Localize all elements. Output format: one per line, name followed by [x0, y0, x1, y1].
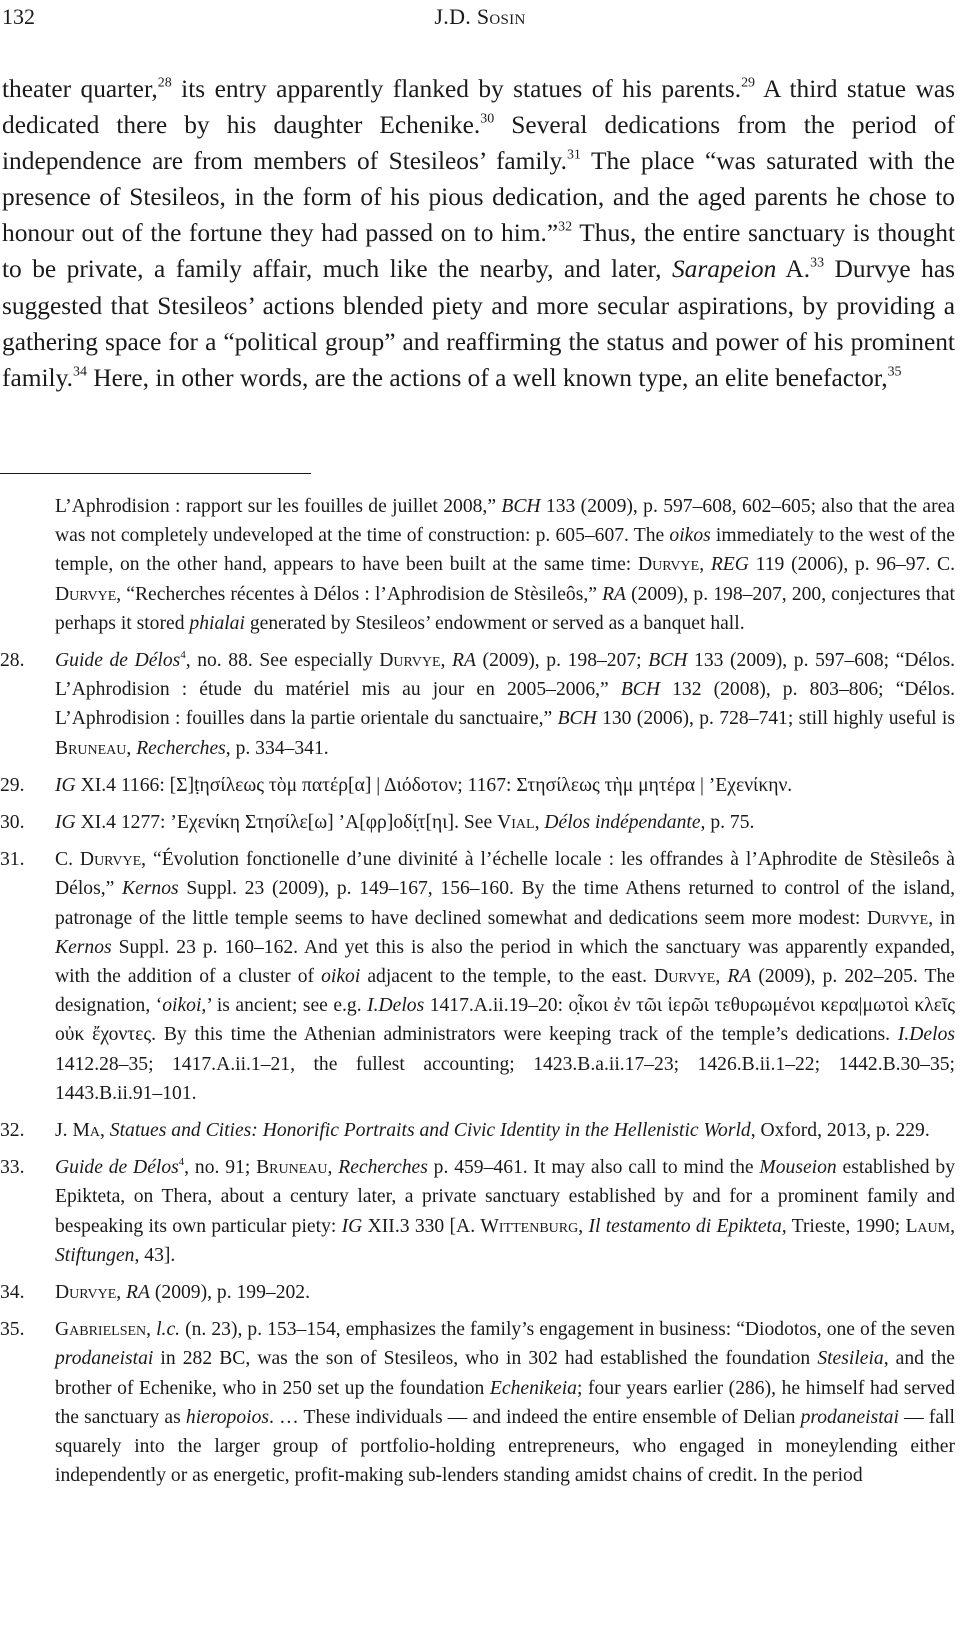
footnote-text: Gabrielsen, l.c. (n. 23), p. 153–154, emphasizes the family’s engagement in business: “Diodotos, one of the seven prodaneistai in 282 BC, was the son of Stesileos, who in 302 had established the foundation Stesileia, and the brother of Echenike, who in 250 set up the foundation Echenikeia; four years earlier (286), he himself had served the sanctuary as hieropoios. … These individuals — and indeed the entire ensemble of Delian prodaneistai — fall squarely into the larger group of portfolio-holding entrepreneurs, who engaged in moneylending either independently or as energetic, profit-making sub-lenders standing amidst chains of credit. In the period: [55, 1319, 955, 1487]
footnote-32: [0, 1116, 955, 1145]
page-header: [0, 2, 960, 32]
body-text-run: Durvye has suggested that Stesileos’ actions blended piety and more secular aspirations, by providing a gathering space for a “political group” and reaffirming the status and power of his prominent family.: [2, 255, 955, 392]
sarapeion-term: Sarapeion: [671, 255, 777, 284]
body-text-run: A third statue was dedicated there by his daughter Echenike.: [2, 75, 955, 140]
footnote-31: [0, 845, 955, 1108]
footnote-ref-34[interactable]: 34: [72, 364, 87, 380]
footnote-text: Durvye, RA (2009), p. 199–202.: [55, 1282, 310, 1304]
footnote-number: 31.: [0, 849, 25, 871]
footnote-28: [0, 646, 955, 763]
footnote-ref-32[interactable]: 32: [558, 219, 573, 235]
footnote-29: [0, 771, 955, 800]
footnote-number: 30.: [0, 812, 25, 834]
footnote-ref-29[interactable]: 29: [741, 75, 756, 91]
footnote-ref-30[interactable]: 30: [480, 111, 495, 127]
footnote-ref-31[interactable]: 31: [566, 147, 581, 163]
footnote-text: Guide de Délos$^4$, no. 88. See especially Durvye, RA (2009), p. 198–207; BCH 133 (2009), p. 597–608; “Délos. L’Aphrodision : étude du matériel mis au jour en 2005–2006,” BCH 132 (2008), p. 803–806; “Délos. L’Aphrodision : fouilles dans la partie orientale du sanctuaire,” BCH 130 (2006), p. 728–741; still highly useful is Bruneau, Recherches, p. 334–341.: [55, 648, 956, 759]
footnote-separator: [0, 473, 311, 474]
page-number: 132: [2, 4, 35, 29]
body-text-run: its entry apparently flanked by statues of his parents.: [171, 75, 742, 103]
footnote-text: IG XI.4 1166: [Σ]ṭησίλεως τὸμ πατέρ[α] | Διόδοτον; 1167: Στησίλεως τὴμ μητέρα | ’Εχενίκην.: [55, 774, 793, 796]
main-paragraph: [2, 71, 955, 396]
footnote-34: [0, 1278, 955, 1307]
footnote-number: 28.: [0, 650, 25, 672]
footnote-number: 33.: [0, 1157, 25, 1179]
body-text-run: theater quarter,: [2, 75, 158, 103]
footnote-text: C. Durvye, “Évolution fonctionelle d’une divinité à l’échelle locale : les offrandes à l’Aphrodite de Stèsileôs à Délos,” Kernos Suppl. 23 (2009), p. 149–167, 156–160. By the time Athens returned to control of the island, patronage of the little temple seems to have declined somewhat and dedications seem more modest: Durvye, in Kernos Suppl. 23 p. 160–162. And yet this is also the period in which the sanctuary was apparently expanded, with the addition of a cluster of oikoi adjacent to the temple, to the east. Durvye, RA (2009), p. 202–205. The designation, ‘oikoi,’ is ancient; see e.g. I.Delos 1417.A.ii.19–20: ο̣ἶκοι ἐν τῶι ἱερῶι τεθυρωμένοι κερα|μωτοὶ κλεῖς οὐκ ἔχοντες. By this time the Athenian administrators were keeping track of the temple’s dedications. I.Delos 1412.28–35; 1417.A.ii.1–21, the fullest accounting; 1423.B.a.ii.17–23; 1426.B.ii.1–22; 1442.B.30–35; 1443.B.ii.91–101.: [55, 849, 956, 1104]
body-text-run: Several dedications from the period of independence are from members of Stesileos’ family.: [2, 111, 955, 176]
footnote-ref-35[interactable]: 35: [887, 364, 902, 380]
footnote-ref-33[interactable]: 33: [810, 256, 825, 271]
footnote-number: 32.: [0, 1120, 25, 1142]
body-text-run: A.: [776, 255, 811, 284]
footnote-number: 35.: [0, 1319, 25, 1341]
footnote-30: [0, 808, 955, 837]
footnote-35: [0, 1315, 955, 1490]
body-text-run: Here, in other words, are the actions of a well known type, an elite benefactor,: [86, 363, 888, 392]
footnote-text: J. Ma, Statues and Cities: Honorific Portraits and Civic Identity in the Hellenistic World, Oxford, 2013, p. 229.: [55, 1120, 930, 1142]
footnote-text: IG XI.4 1277: ’Εχενίκη Στησίλε[ω] ’Α[φρ]οδί̣τ[ηι]. See Vial, Délos indépendante, p. 75.: [55, 812, 755, 834]
body-text-run: Thus, the entire sanctuary is thought to be private, a family affair, much like the nearby, and later,: [2, 219, 955, 284]
running-head: J.D. Sosin: [434, 4, 526, 29]
footnotes: [0, 492, 955, 1499]
footnote-number: 29.: [0, 774, 25, 796]
footnote-text: Guide de Délos$^4$, no. 91; Bruneau, Recherches p. 459–461. It may also call to mind the Mouseion established by Epikteta, on Thera, about a century later, a private sanctuary established by and for a prominent family and bespeaking its own particular piety: IG XII.3 330 [A. Wittenburg, Il testamento di Epikteta, Trieste, 1990; Laum, Stiftungen, 43].: [55, 1156, 956, 1266]
footnote-33: [0, 1153, 955, 1270]
footnote-number: 34.: [0, 1282, 25, 1304]
body-text-run: The place “was saturated with the presence of Stesileos, in the form of his pious dedication, and the aged parents he chose to honour out of the fortune they had passed on to him.”: [2, 147, 955, 248]
footnote-27-continuation: L’Aphrodision : rapport sur les fouilles de juillet 2008,” BCH 133 (2009), p. 597–608, 602–605; also that the area was not completely undeveloped at the time of construction: p. 605–607. The oikos immediately to the west of the temple, on the other hand, appears to have been built at the same time: Durvye, REG 119 (2006), p. 96–97. C. Durvye, “Recherches récentes à Délos : l’Aphrodision de Stèsileôs,” RA (2009), p. 198–207, 200, conjectures that perhaps it stored phialai generated by Stesileos’ endowment or served as a banquet hall.: [55, 496, 955, 634]
footnote-ref-28[interactable]: 28: [157, 75, 172, 91]
